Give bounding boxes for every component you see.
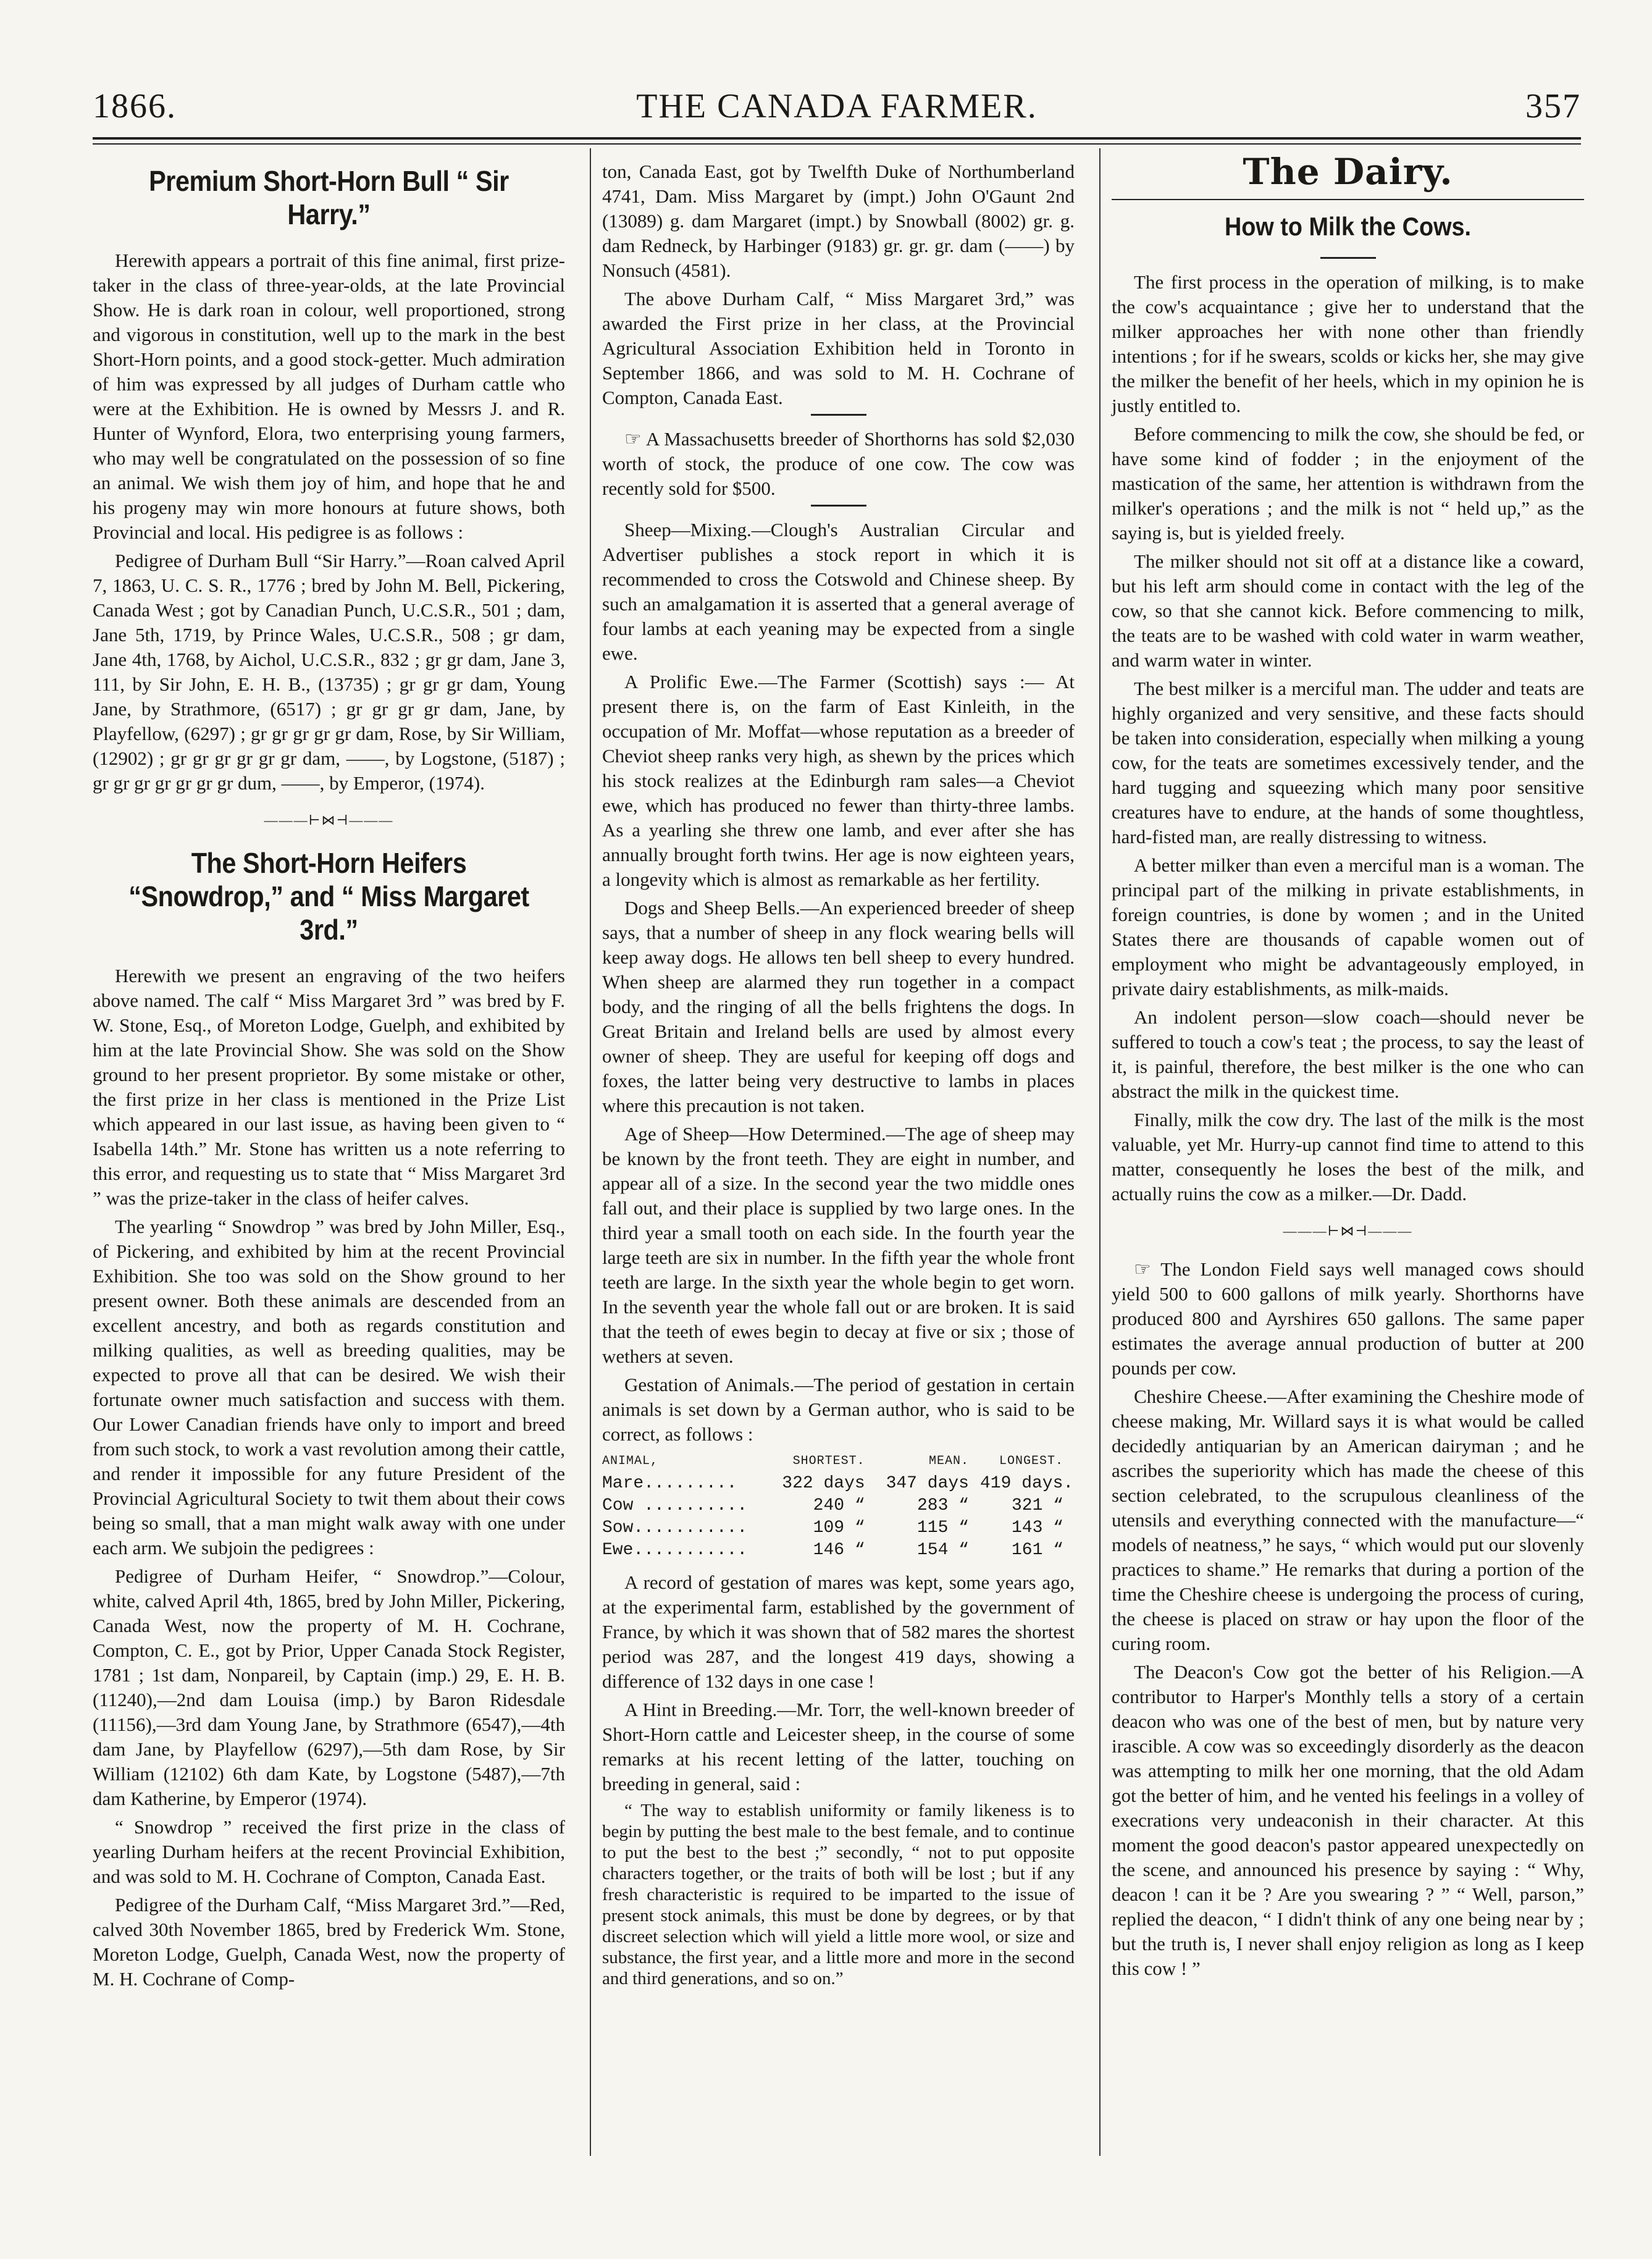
article-paragraph: ton, Canada East, got by Twelfth Duke of Northumberland 4741, Dam. Miss Margaret by (impt.) John O'Gaunt 2nd (13089) g. dam Margaret (impt.) by Snowball (8002) gr. g. dam Redneck, by Harbinger (9183) gr. gr. gr. dam (——) by Nonsuch (4581). (602, 161, 1075, 281)
article-headline-milking: How to Milk the Cows. (1224, 212, 1472, 241)
article-paragraph: A better milker than even a merciful man is a woman. The principal part of the milking in private establishments, in foreign countries, is done by women ; and in the United States there are thousands of capable women out of employment who might be advantageously employed, in private dairy establishments, as milk-maids. (1112, 854, 1584, 999)
table-cell: 154 “ (916, 1541, 969, 1560)
news-item: A Hint in Breeding.—Mr. Torr, the well-known breeder of Short-Horn cattle and Leicester sheep, in the course of some remarks at his recent letting of the latter, touching on breeding in general, said : (602, 1699, 1075, 1794)
section-rule (811, 414, 866, 416)
news-item: Gestation of Animals.—The period of gestation in certain animals is set down by a German author, who is said to be correct, as follows : (602, 1374, 1075, 1445)
issue-year: 1866. (93, 87, 177, 125)
table-header-cell: LONGEST. (999, 1454, 1063, 1468)
table-row (602, 1473, 1075, 1495)
table-header-cell: ANIMAL, (602, 1454, 659, 1468)
news-item: Cheshire Cheese.—After examining the Cheshire mode of cheese making, Mr. Willard says it is what would be called decidedly antiquarian by an American dairyman ; and he ascribes the superiority which has made the cheese of this section celebrated, to the scrupulous cleanliness of the utensils and everything connected with the manufacture—“ models of neatness,” he says, “ which would put our slovenly practices to shame.” He remarks that during a portion of the time the Cheshire cheese is undergoing the process of curing, the cheese is placed on straw or hay upon the floor of the curing room. (1112, 1386, 1584, 1654)
section-separator: ———⊢⋈⊣——— (1283, 1223, 1413, 1239)
column-left (93, 159, 565, 1995)
article-paragraph: The milker should not sit off at a distance like a coward, but his left arm should come in contact with the leg of the cow, so that she cannot kick. Before commencing to milk, the teats are to be washed with cold water in warm weather, and warm water in winter. (1112, 550, 1584, 671)
table-header-cell: MEAN. (928, 1454, 969, 1468)
article-paragraph: Finally, milk the cow dry. The last of the milk is the most valuable, yet Mr. Hurry-up cannot find time to attend to this matter, consequently he loses the best of the milk, and actually ruins the cow as a milker.—Dr. Dadd. (1112, 1109, 1584, 1205)
table-cell: 143 “ (1011, 1518, 1063, 1538)
table-cell: 347 days (886, 1474, 969, 1493)
news-item: The Deacon's Cow got the better of his Religion.—A contributor to Harper's Monthly tells a story of a certain deacon who was one of the best of men, but by nature very irascible. A cow was so exceedingly disorderly as the deacon was attempting to milk her one morning, that the old Adam got the better of him, and he vented his feelings in a volley of execrations very undeaconish in their character. At this moment the good deacon's pastor appeared unexpectedly on the scene, and announced his presence by saying : “ Why, deacon ! can it be ? Are you swearing ? ” “ Well, parson,” replied the deacon, “ I didn't think of any one being near by ; but the truth is, I never shall enjoy religion as long as I keep this cow ! ” (1112, 1661, 1584, 1979)
news-item: ☞ The London Field says well managed cows should yield 500 to 600 gallons of milk yearly. Shorthorns have produced 800 and Ayrshires 650 gallons. The same paper estimates the average annual production of butter at 200 pounds per cow. (1112, 1258, 1584, 1379)
article-paragraph: The yearling “ Snowdrop ” was bred by John Miller, Esq., of Pickering, and exhibited by him at the recent Provincial Exhibition. She too was sold on the Show ground to her present owner. Both these animals are descended from an excellent ancestry, and both as regards constitution and milking qualities, as well as breeding qualities, may be expected to prove all that can be desired. We wish their fortunate owner much satisfaction and success with them. Our Lower Canadian friends have only to import and breed from such stock, to work a vast revolution among their cattle, and render it impossible for any future President of the Provincial Agricultural Society to twit them about their cows being so small, that a man might walk away with one under each arm. We subjoin the pedigrees : (93, 1216, 565, 1559)
article-headline-sir-harry: Premium Short-Horn Bull “ Sir Harry.” (149, 165, 509, 230)
column-middle (602, 159, 1075, 1993)
news-item: A record of gestation of mares was kept, some years ago, at the experimental farm, established by the government of France, by which it was shown that of 582 mares the shortest period was 287, and the longest 419 days, showing a difference of 132 days in one case ! (602, 1571, 1075, 1692)
heading-rule (1112, 199, 1584, 200)
article-paragraph: An indolent person—slow coach—should never be suffered to touch a cow's teat ; the process, to say the least of it, is painful, therefore, the best milker is the one who can abstract the milk in the quickest time. (1112, 1006, 1584, 1102)
department-heading: The Dairy. (1243, 151, 1453, 193)
article-paragraph: Herewith we present an engraving of the two heifers above named. The calf “ Miss Margaret 3rd ” was bred by F. W. Stone, Esq., of Moreton Lodge, Guelph, and exhibited by him at the late Provincial Show. She was sold on the Show ground to her present proprietor. By some mistake or other, the first prize in her class is mentioned in the Prize List which appeared in our last issue, as having been given to “ Isabella 14th.” Mr. Stone has written us a note referring to this error, and requesting us to state that “ Miss Margaret 3rd ” was the prize-taker in the class of heifer calves. (93, 965, 565, 1209)
article-paragraph: The above Durham Calf, “ Miss Margaret 3rd,” was awarded the First prize in her class, at the Provincial Agricultural Association Exhibition held in Toronto in September 1866, and was sold to M. H. Cochrane of Compton, Canada East. (602, 288, 1075, 408)
article-paragraph: The first process in the operation of milking, is to make the cow's acquaintance ; give her to understand that the milker approaches her with none other than friendly intentions ; for if he swears, scolds or kicks her, she may give the milker the benefit of her heels, which in my opinion he is justly entitled to. (1112, 271, 1584, 416)
news-item: Dogs and Sheep Bells.—An experienced breeder of sheep says, that a number of sheep in any flock wearing bells will keep away dogs. He allows ten bell sheep to every hundred. When sheep are alarmed they run together in a compact body, and the ringing of all the bells frightens the dogs. In Great Britain and Ireland bells are used by almost every owner of sheep. They are useful for keeping off dogs and foxes, the latter being very destructive to lambs in places where this precaution is not taken. (602, 897, 1075, 1116)
table-header (602, 1450, 1075, 1473)
table-cell: 321 “ (1011, 1496, 1063, 1515)
masthead (93, 86, 1581, 130)
news-item: Age of Sheep—How Determined.—The age of sheep may be known by the front teeth. They are eight in number, and appear all of a size. In the second year the two middle ones fall out, and their place is supplied by two large ones. In the third year a small tooth on each side. In the fourth year the large teeth are six in number. In the fifth year the whole front teeth are large. In the sixth year the whole begin to get worn. In the seventh year the whole fall out or are broken. It is said that the teeth of ewes begin to decay at five or six ; those of wethers at seven. (602, 1123, 1075, 1367)
table-header-cell: SHORTEST. (792, 1454, 865, 1468)
newspaper-title: THE CANADA FARMER. (636, 87, 1038, 125)
column-divider (590, 148, 591, 2156)
table-row (602, 1517, 1075, 1539)
table-cell: 146 “ (813, 1541, 865, 1560)
article-paragraph: Before commencing to milk the cow, she should be fed, or have some kind of fodder ; in the enjoyment of the mastication of the same, her attention is withdrawn from the milker's operations ; and the milk is not “ held up,” as the saying is, but is yielded freely. (1112, 423, 1584, 544)
masthead-rule-thin (93, 143, 1581, 145)
table-cell: 240 “ (813, 1496, 865, 1515)
section-separator: ———⊢⋈⊣——— (264, 812, 394, 828)
news-item: ☞ A Massachusetts breeder of Shorthorns has sold $2,030 worth of stock, the produce of one cow. The cow was recently sold for $500. (602, 428, 1075, 499)
table-cell: Ewe........... (602, 1541, 748, 1560)
table-cell: Mare......... (602, 1474, 737, 1493)
quotation: “ The way to establish uniformity or family likeness is to begin by putting the best male to the best female, and to continue to put the best to the best ;” secondly, “ not to put opposite characters together, or the traits of both will be lost ; but if any fresh characteristic is required to be imparted to the issue of present stock animals, this must be done by degrees, or by that discreet selection which will yield a little more wool, or size and substance, the first year, and a little more and more in the second and third generations, and so on.” (602, 1801, 1075, 1988)
news-item: A Prolific Ewe.—The Farmer (Scottish) says :— At present there is, on the farm of East Kinleith, in the occupation of Mr. Moffat—whose reputation as a breeder of Cheviot sheep ranks very high, as shewn by the prices which his stock realizes at the Edinburgh ram sales—a Cheviot ewe, which has produced no fewer than thirty-three lambs. As a yearling she threw one lamb, and ever after she has annually brought forth twins. Her age is now eighteen years, a longevity which is almost as remarkable as her fertility. (602, 671, 1075, 890)
page-number: 357 (1525, 87, 1581, 125)
column-right (1112, 151, 1584, 1985)
news-item: Sheep—Mixing.—Clough's Australian Circular and Advertiser publishes a stock report in which it is recommended to cross the Cotswold and Chinese sheep. By such an amalgamation it is asserted that a general average of four lambs at each yeaning may be expected from a single ewe. (602, 519, 1075, 664)
table-cell: 283 “ (916, 1496, 969, 1515)
table-row (602, 1495, 1075, 1517)
table-row (602, 1539, 1075, 1562)
article-headline-heifers: The Short-Horn Heifers “Snowdrop,” and “ Miss Margaret 3rd.” (128, 847, 529, 946)
table-cell: 161 “ (1011, 1541, 1063, 1560)
masthead-rule (93, 137, 1581, 140)
gestation-table (602, 1450, 1075, 1562)
section-rule (811, 505, 866, 507)
article-paragraph: “ Snowdrop ” received the first prize in the class of yearling Durham heifers at the recent Provincial Exhibition, and was sold to M. H. Cochrane of Compton, Canada East. (93, 1816, 565, 1887)
pedigree-paragraph: Pedigree of Durham Heifer, “ Snowdrop.”—Colour, white, calved April 4th, 1865, bred by John Miller, Pickering, Canada West, now the property of M. H. Cochrane, Compton, C. E., got by Prior, Upper Canada Stock Register, 1781 ; 1st dam, Nonpareil, by Captain (imp.) 29, E. H. B. (11240),—2nd dam Louisa (imp.) by Baron Ridesdale (11156),—3rd dam Young Jane, by Strathmore (6547),—4th dam Jane, by Playfellow (6297),—5th dam Rose, by Sir William (12102) 6th dam Kate, by Logstone (5487),—7th dam Katherine, by Emperor (1974). (93, 1565, 565, 1809)
column-divider (1099, 148, 1101, 2156)
table-cell: Sow........... (602, 1518, 748, 1538)
table-cell: 109 “ (813, 1518, 865, 1538)
table-cell: 115 “ (916, 1518, 969, 1538)
article-paragraph: Herewith appears a portrait of this fine animal, first prize-taker in the class of three-year-olds, at the late Provincial Show. He is dark roan in colour, well proportioned, strong and vigorous in constitution, well up to the mark in the best Short-Horn points, and a good stock-getter. Much admiration of him was expressed by all judges of Durham cattle who were at the Exhibition. He is owned by Messrs J. and R. Hunter of Wynford, Elora, two enterprising young farmers, who may well be congratulated on the possession of so fine an animal. We wish them joy of him, and hope that he and his progeny may win more honours at future shows, both Provincial and local. His pedigree is as follows : (93, 250, 565, 543)
section-rule (1320, 257, 1376, 259)
table-cell: 419 days. (979, 1474, 1074, 1493)
table-cell: Cow .......... (602, 1496, 748, 1515)
pedigree-paragraph: Pedigree of Durham Bull “Sir Harry.”—Roan calved April 7, 1863, U. C. S. R., 1776 ; bred by John M. Bell, Pickering, Canada West ; got by Canadian Punch, U.C.S.R., 501 ; dam, Jane 5th, 1719, by Prince Wales, U.C.S.R., 508 ; gr dam, Jane 4th, 1768, by Aichol, U.C.S.R., 832 ; gr gr dam, Jane 3, 111, by Sir John, E. H. B., (13735) ; gr gr gr dam, Young Jane, by Strathmore, (6517) ; gr gr gr gr dam, Jane, by Playfellow, (6297) ; gr gr gr gr gr dam, Rose, by Sir William, (12902) ; gr gr gr gr gr gr dam, ——, by Logstone, (5187) ; gr gr gr gr gr gr gr dum, ——, by Emperor, (1974). (93, 550, 565, 794)
pedigree-paragraph: Pedigree of the Durham Calf, “Miss Margaret 3rd.”—Red, calved 30th November 1865, bred by Frederick Wm. Stone, Moreton Lodge, Guelph, Canada West, now the property of M. H. Cochrane of Comp- (93, 1894, 565, 1990)
article-paragraph: The best milker is a merciful man. The udder and teats are highly organized and very sensitive, and these facts should be taken into consideration, especially when milking a young cow, for the teats are sometimes excessively tender, and the hard tugging and squeezing which many poor sensitive creatures have to endure, at the hands of some thoughtless, hard-fisted man, are really distressing to witness. (1112, 678, 1584, 848)
table-cell: 322 days (782, 1474, 865, 1493)
